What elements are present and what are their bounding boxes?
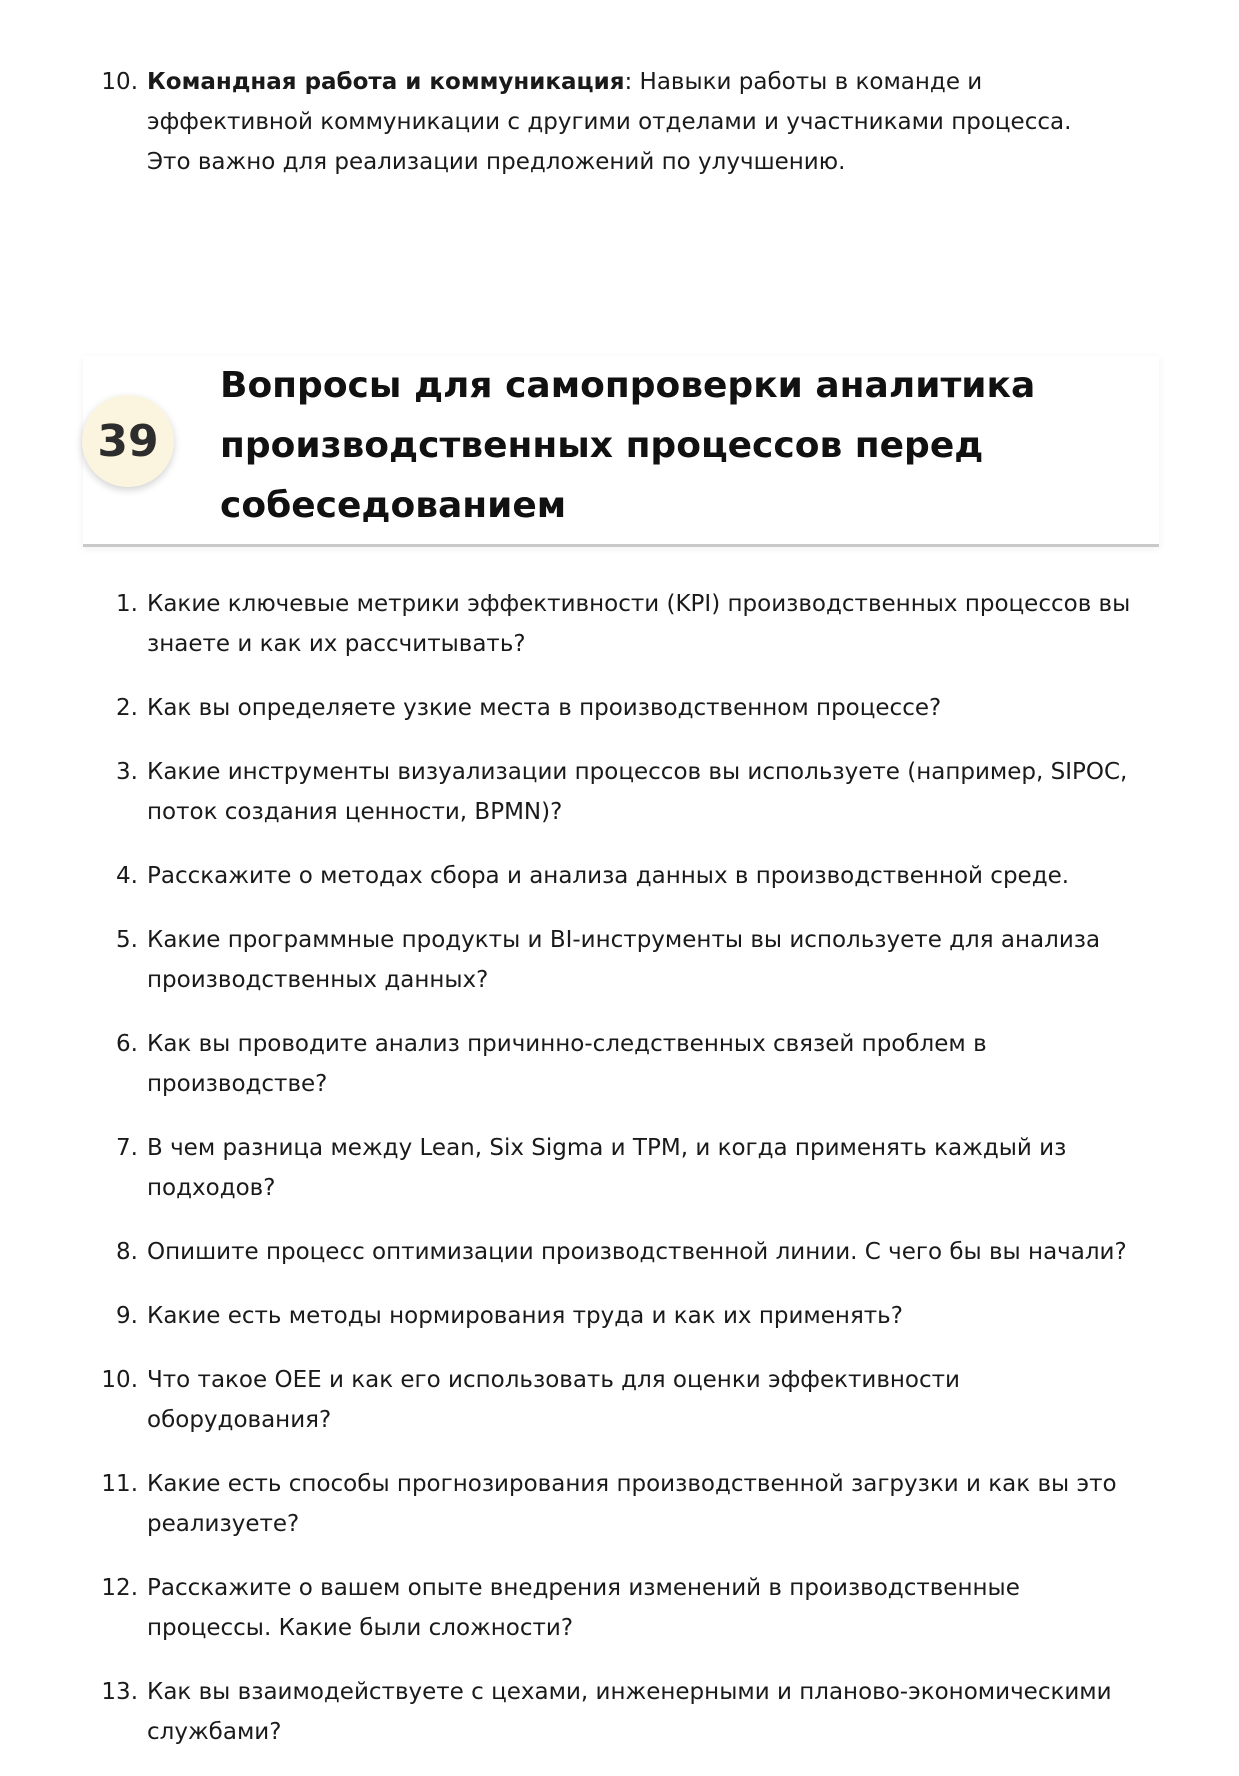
list-item-number: 3. <box>116 759 138 785</box>
list-item-number: 1. <box>116 591 138 617</box>
list-item <box>100 856 1150 896</box>
list-item-text: Расскажите о методах сбора и анализа данных в производственной среде. <box>147 863 1070 889</box>
list-item-number: 7. <box>116 1135 138 1161</box>
list-item-number: 6. <box>116 1031 138 1057</box>
list-item <box>100 1672 1150 1752</box>
list-item <box>100 1360 1150 1440</box>
list-item-number: 5. <box>116 927 138 953</box>
list-item-text: Расскажите о вашем опыте внедрения изменений в производственные процессы. Какие были сложности? <box>147 1575 1020 1641</box>
list-item-number: 10. <box>101 69 138 95</box>
list-item <box>100 1024 1150 1104</box>
list-item-number: 4. <box>116 863 138 889</box>
list-item <box>100 688 1150 728</box>
list-item <box>100 584 1150 664</box>
list-item-text: Какие ключевые метрики эффективности (KPI) производственных процессов вы знаете и как их рассчитывать? <box>147 591 1131 657</box>
list-item-text: Как вы взаимодействуете с цехами, инженерными и планово-экономическими службами? <box>147 1679 1112 1745</box>
list-item-term: Командная работа и коммуникация <box>147 69 625 95</box>
list-item <box>100 920 1150 1000</box>
list-item-number: 9. <box>116 1303 138 1329</box>
list-item-text: Какие есть методы нормирования труда и как их применять? <box>147 1303 903 1329</box>
list-item <box>100 1464 1150 1544</box>
list-item-number: 2. <box>116 695 138 721</box>
list-item <box>100 752 1150 832</box>
questions-list <box>100 584 1150 1776</box>
list-item-text: Что такое OEE и как его использовать для оценки эффективности оборудования? <box>147 1367 960 1433</box>
list-item-number: 8. <box>116 1239 138 1265</box>
list-item-text: Какие инструменты визуализации процессов вы используете (например, SIPOC, поток создания ценности, BPMN)? <box>147 759 1128 825</box>
list-item <box>100 1296 1150 1336</box>
section-title: Вопросы для самопроверки аналитика производственных процессов перед собеседованием <box>220 365 1036 526</box>
previous-list-item <box>100 62 1100 182</box>
list-item-description: : Навыки работы в команде и эффективной коммуникации с другими отделами и участниками процесса. Это важно для реализации предложений по улучшению. <box>147 69 1072 175</box>
list-item-number: 13. <box>101 1679 138 1705</box>
list-item-text: В чем разница между Lean, Six Sigma и TPM, и когда применять каждый из подходов? <box>147 1135 1067 1201</box>
list-item-number: 11. <box>101 1471 138 1497</box>
list-item-text: Как вы определяете узкие места в производственном процессе? <box>147 695 942 721</box>
list-item <box>100 1128 1150 1208</box>
list-item <box>100 1568 1150 1648</box>
list-item-text <box>147 62 1100 182</box>
list-item-text: Опишите процесс оптимизации производственной линии. С чего бы вы начали? <box>147 1239 1127 1265</box>
list-item-text: Какие программные продукты и BI-инструменты вы используете для анализа производственных данных? <box>147 927 1101 993</box>
list-item-number: 12. <box>101 1575 138 1601</box>
list-item-text: Как вы проводите анализ причинно-следственных связей проблем в производстве? <box>147 1031 987 1097</box>
list-item-text: Какие есть способы прогнозирования производственной загрузки и как вы это реализуете? <box>147 1471 1117 1537</box>
list-item-number: 10. <box>101 1367 138 1393</box>
section-number-badge: 39 <box>82 395 174 487</box>
list-item <box>100 1232 1150 1272</box>
